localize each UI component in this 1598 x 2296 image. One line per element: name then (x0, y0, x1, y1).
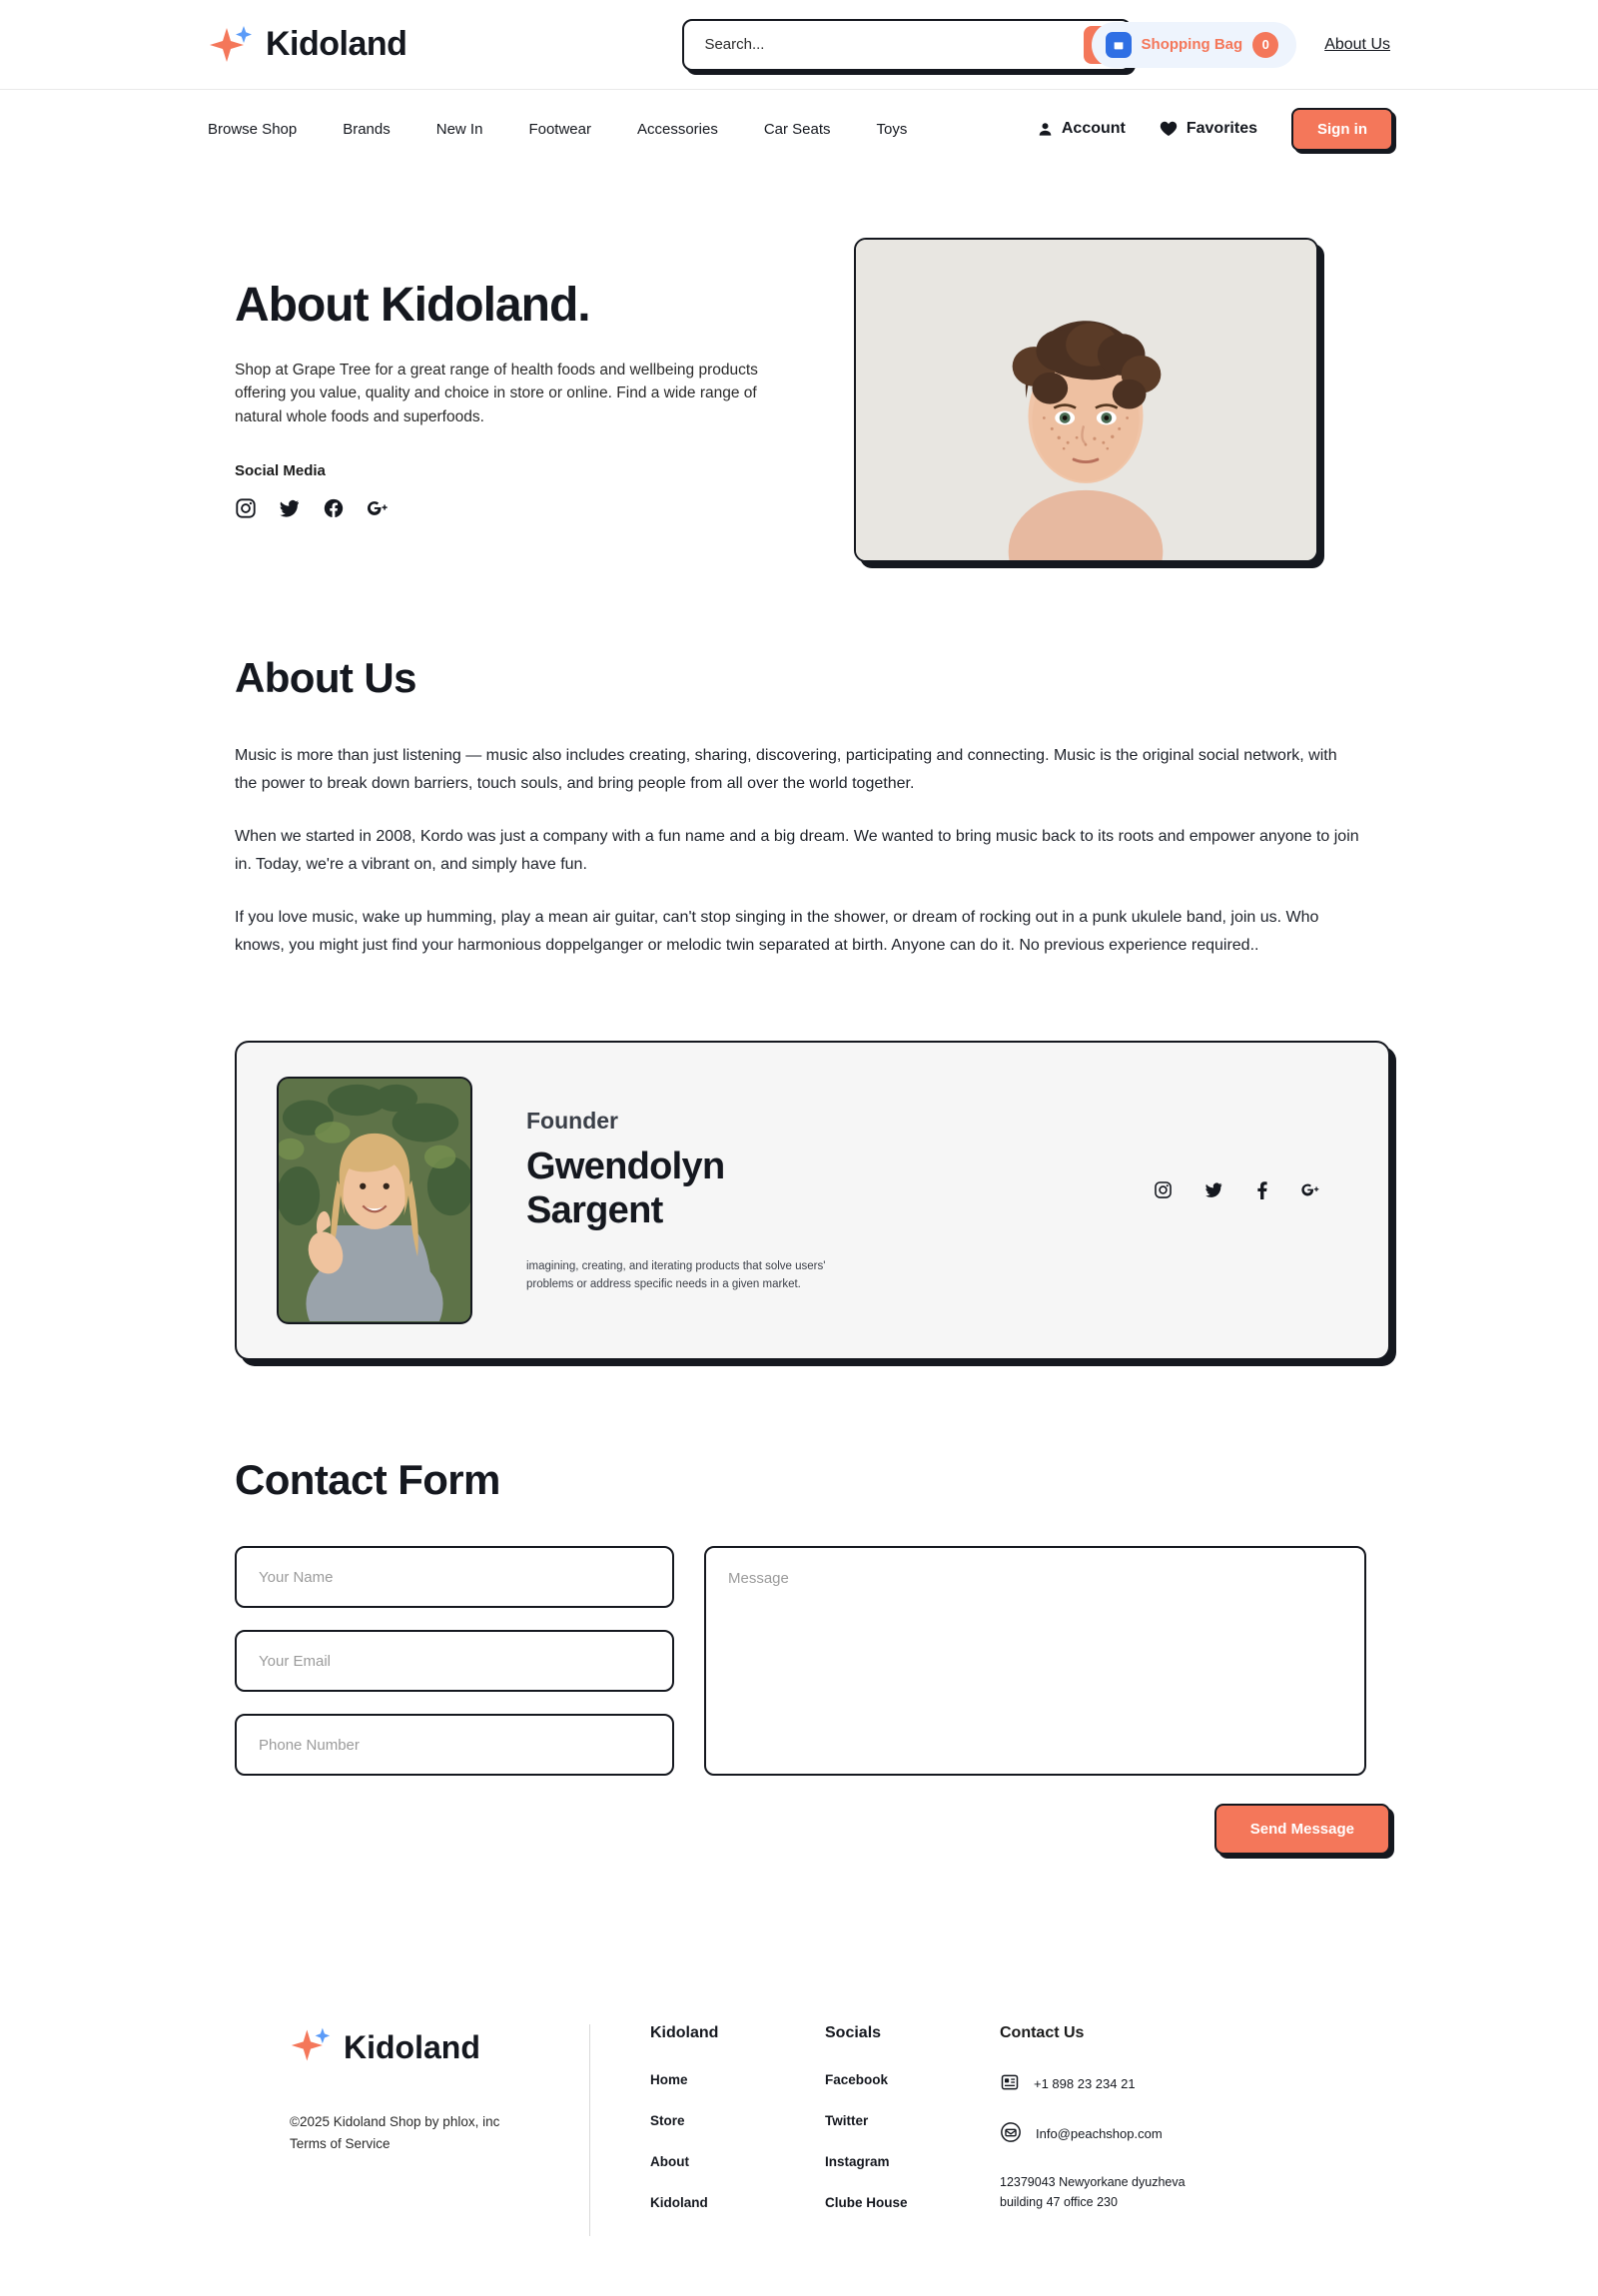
founder-name: Gwendolyn Sargent (526, 1145, 725, 1231)
contact-form-heading: Contact Form (235, 1456, 500, 1504)
phone-input[interactable] (235, 1714, 674, 1776)
search-bar[interactable] (682, 19, 1132, 71)
nav-links (208, 121, 907, 138)
name-input[interactable] (235, 1546, 674, 1608)
hero-social-links (235, 497, 794, 519)
shopping-bag-button[interactable] (1092, 22, 1297, 68)
contact-form-left (235, 1546, 674, 1776)
heart-icon (1160, 121, 1178, 137)
shopping-bag-count: 0 (1252, 32, 1278, 58)
google-plus-icon[interactable] (367, 497, 389, 519)
founder-social-links (1154, 1180, 1320, 1204)
nav-item-toys[interactable]: Toys (876, 120, 908, 138)
favorites-button[interactable] (1160, 120, 1257, 138)
footer (0, 1984, 1598, 2296)
main-nav (0, 90, 1598, 168)
social-media-label: Social Media (235, 461, 326, 479)
sign-in-button[interactable]: Sign in (1291, 108, 1393, 151)
top-bar (0, 0, 1598, 90)
footer-column-socials (825, 2024, 1000, 2236)
phone-icon (1000, 2072, 1020, 2095)
hero-section (235, 238, 1390, 562)
founder-info (526, 1108, 866, 1294)
founder-photo (277, 1077, 472, 1324)
top-right-actions (1092, 22, 1390, 68)
brand-logo[interactable] (208, 22, 406, 68)
favorites-label: Favorites (1186, 120, 1257, 137)
footer-email-row (1000, 2121, 1199, 2146)
nav-item-accessories[interactable]: Accessories (636, 120, 718, 138)
footer-copyright: ©2025 Kidoland Shop by phlox, inc Terms of Service (290, 2114, 500, 2151)
email-input[interactable] (235, 1630, 674, 1692)
footer-col1-title: Kidoland (650, 2024, 719, 2042)
footer-link-instagram[interactable]: Instagram (825, 2154, 890, 2170)
footer-column-kidoland (650, 2024, 825, 2236)
about-us-section (235, 654, 1390, 959)
footer-link-clubehouse[interactable]: Clube House (825, 2195, 908, 2211)
about-paragraph-2: When we started in 2008, Kordo was just a company with a fun name and a big dream. We wanted to bring music back to its roots and empower anyone to join in. Today, we're a vibrant on, and simply have fun. (235, 828, 1359, 873)
footer-logo[interactable] (290, 2024, 589, 2071)
footer-contact-block (1000, 2024, 1199, 2236)
footer-address: 12379043 Newyorkane dyuzheva building 47 office 230 (1000, 2175, 1186, 2210)
instagram-icon[interactable] (1154, 1180, 1173, 1204)
nav-item-brands[interactable]: Brands (343, 120, 391, 138)
footer-link-home[interactable]: Home (650, 2072, 688, 2088)
child-portrait-photo (856, 240, 1316, 561)
nav-item-car-seats[interactable]: Car Seats (763, 120, 831, 138)
nav-item-footwear[interactable]: Footwear (528, 120, 591, 138)
footer-link-store[interactable]: Store (650, 2113, 685, 2129)
account-button[interactable] (1038, 120, 1126, 138)
footer-phone-row (1000, 2072, 1199, 2095)
sparkle-logo-icon (290, 2024, 332, 2071)
footer-divider (589, 2024, 590, 2236)
footer-contact-title: Contact Us (1000, 2024, 1085, 2042)
twitter-icon[interactable] (1204, 1180, 1223, 1204)
footer-brand-name: Kidoland (344, 2029, 480, 2066)
hero-text-block (235, 238, 794, 562)
footer-email: Info@peachshop.com (1036, 2126, 1163, 2142)
footer-brand-block (290, 2024, 589, 2236)
about-paragraph-1: Music is more than just listening — music also includes creating, sharing, discovering, participating and connecting. Music is the original social network, with the power to break down barriers, touch souls, and bring people from all over the world together. (235, 747, 1337, 792)
send-button-row (235, 1804, 1390, 1855)
sparkle-logo-icon (208, 22, 254, 68)
footer-link-twitter[interactable]: Twitter (825, 2113, 869, 2129)
shopping-bag-icon (1106, 32, 1132, 58)
nav-item-new-in[interactable]: New In (435, 120, 483, 138)
footer-phone: +1 898 23 234 21 (1034, 2076, 1136, 2092)
user-icon (1038, 121, 1053, 137)
page-title: About Kidoland. (235, 279, 590, 332)
brand-name: Kidoland (266, 25, 407, 63)
nav-right (1038, 108, 1393, 151)
contact-form (235, 1546, 1390, 1776)
about-paragraph-3: If you love music, wake up humming, play a mean air guitar, can't stop singing in the shower, or dream of rocking out in a punk ukulele band, join us. Who knows, you might just find your harmonious doppelganger or melodic twin separated at birth. Anyone can do it. No previous experience required.. (235, 909, 1319, 954)
nav-item-browse-shop[interactable]: Browse Shop (208, 120, 298, 138)
footer-link-about[interactable]: About (650, 2154, 689, 2170)
about-us-link[interactable]: About Us (1324, 35, 1390, 53)
footer-col2-title: Socials (825, 2024, 882, 2042)
footer-link-kidoland[interactable]: Kidoland (650, 2195, 708, 2211)
search-input[interactable] (704, 36, 1084, 53)
footer-link-facebook[interactable]: Facebook (825, 2072, 889, 2088)
founder-bio: imagining, creating, and iterating products that solve users' problems or address specific needs in a given market. (526, 1259, 826, 1290)
facebook-icon[interactable] (1255, 1180, 1268, 1204)
instagram-icon[interactable] (235, 497, 257, 519)
hero-image (854, 238, 1318, 562)
shopping-bag-label: Shopping Bag (1141, 36, 1243, 53)
twitter-icon[interactable] (279, 497, 301, 519)
contact-form-section (235, 1456, 1390, 1855)
hero-description: Shop at Grape Tree for a great range of health foods and wellbeing products offering you value, quality and choice in store or online. Find a wide range of natural whole foods and superfoods. (235, 362, 758, 425)
envelope-icon (1000, 2121, 1022, 2146)
founder-role: Founder (526, 1107, 618, 1134)
about-us-heading: About Us (235, 654, 416, 701)
send-message-button[interactable]: Send Message (1214, 1804, 1390, 1855)
google-plus-icon[interactable] (1300, 1180, 1320, 1204)
facebook-icon[interactable] (323, 497, 345, 519)
founder-card (235, 1041, 1390, 1360)
founder-portrait-photo (279, 1079, 470, 1321)
message-textarea[interactable] (704, 1546, 1366, 1776)
account-label: Account (1061, 120, 1126, 137)
